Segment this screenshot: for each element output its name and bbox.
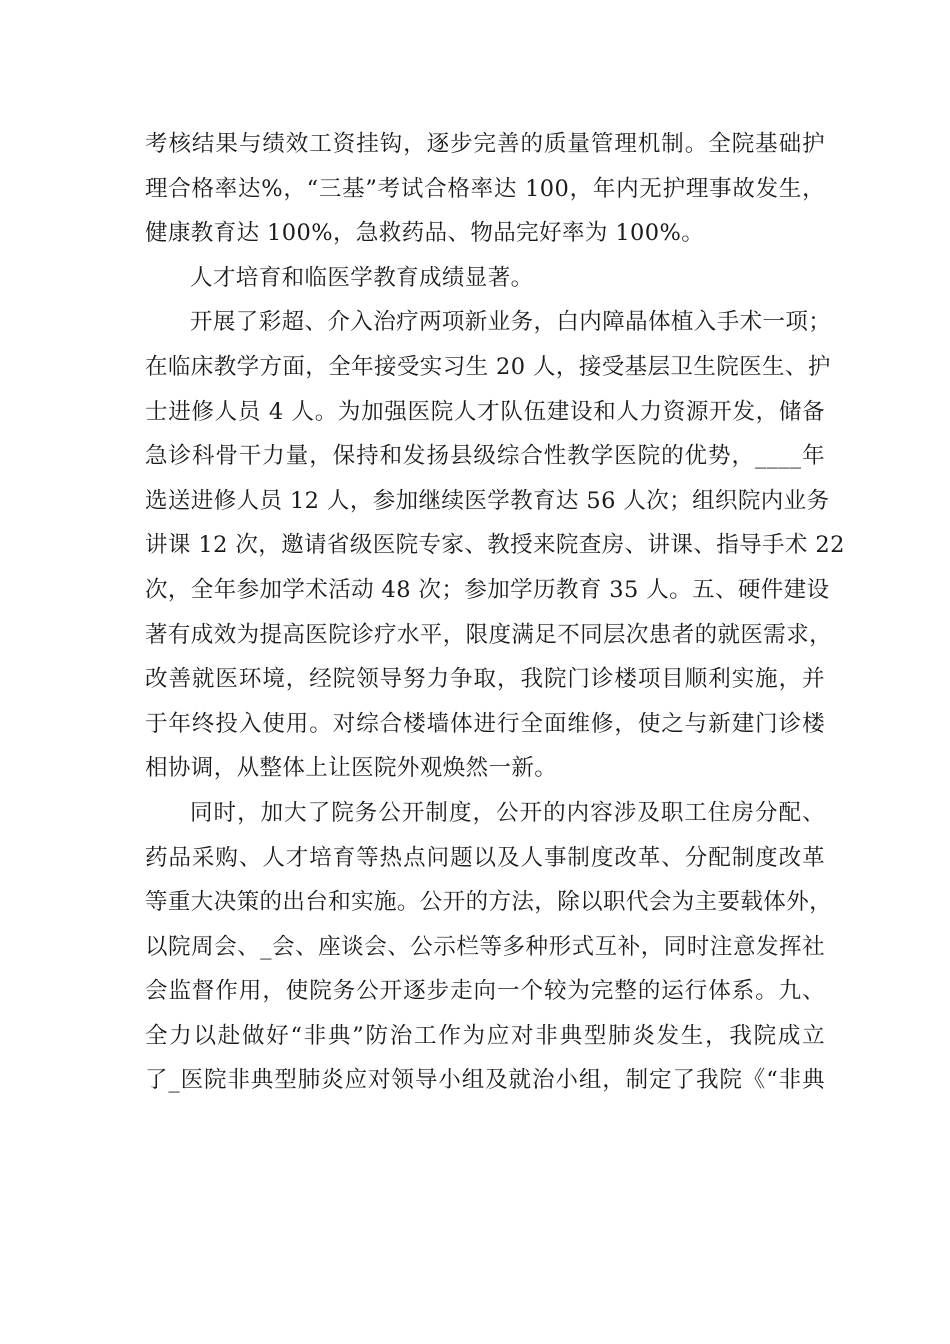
section-heading: 人才培育和临医学教育成绩显著。 <box>190 264 534 291</box>
text-line: 改善就医环境，经院领导努力争取，我院门诊楼项目顺利实施，并 <box>145 666 825 693</box>
text-line: 同时，加大了院务公开制度，公开的内容涉及职工住房分配、 <box>190 799 825 826</box>
text-line: 会监督作用，使院务公开逐步走向一个较为完整的运行体系。九、 <box>145 978 825 1005</box>
text-line: 开展了彩超、介入治疗两项新业务，白内障晶体植入手术一项； <box>190 309 832 336</box>
document-body <box>145 122 845 1103</box>
text-line: 药品采购、人才培育等热点问题以及人事制度改革、分配制度改革 <box>145 844 825 871</box>
text-line: 在临床教学方面，全年接受实习生 20 人，接受基层卫生院医生、护 <box>145 353 831 380</box>
text-line: 著有成效为提高医院诊疗水平，限度满足不同层次患者的就医需求， <box>145 621 833 648</box>
text-line: 急诊科骨干力量，保持和发扬县级综合性教学医院的优势，____年 <box>145 443 825 470</box>
text-line: 理合格率达%，“三基”考试合格率达 100，年内无护理事故发生， <box>145 175 825 202</box>
text-line: 相协调，从整体上让医院外观焕然一新。 <box>145 755 558 782</box>
text-line: 讲课 12 次，邀请省级医院专家、教授来院查房、讲课、指导手术 22 <box>145 532 845 559</box>
text-line: 于年终投入使用。对综合楼墙体进行全面维修，使之与新建门诊楼 <box>145 710 825 737</box>
text-line: 等重大决策的出台和实施。公开的方法，除以职代会为主要载体外， <box>145 889 833 916</box>
text-line: 次，全年参加学术活动 48 次；参加学历教育 35 人。五、硬件建设 <box>145 576 830 603</box>
text-line: 选送进修人员 12 人，参加继续医学教育达 56 人次；组织院内业务 <box>145 487 830 514</box>
text-line: 健康教育达 100%，急救药品、物品完好率为 100%。 <box>145 220 705 247</box>
text-line: 考核结果与绩效工资挂钩，逐步完善的质量管理机制。全院基础护 <box>145 131 825 157</box>
text-line: 全力以赴做好“非典”防治工作为应对非典型肺炎发生，我院成立 <box>145 1022 825 1049</box>
text-line: 士进修人员 4 人。为加强医院人才队伍建设和人力资源开发，储备 <box>145 398 825 425</box>
text-line: 以院周会、_会、座谈会、公示栏等多种形式互补，同时注意发挥社 <box>145 933 825 960</box>
text-line: 了_医院非典型肺炎应对领导小组及就治小组，制定了我院《“非典 <box>145 1067 825 1094</box>
